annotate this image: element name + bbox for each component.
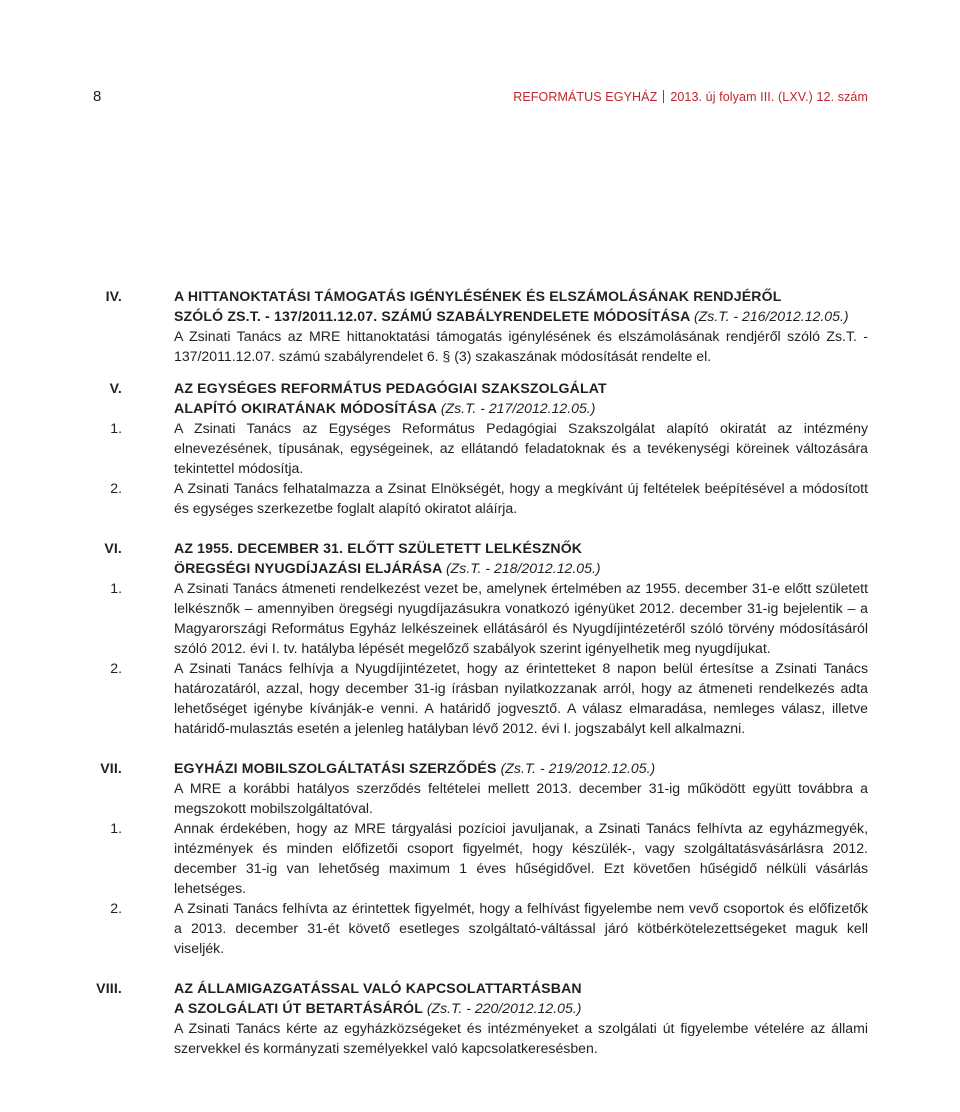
section-viii [0, 978, 960, 1058]
item-number: 1. [110, 420, 122, 436]
header-separator [663, 90, 664, 103]
section-number: V. [109, 380, 122, 396]
section-body: A Zsinati Tanács az MRE hittanoktatási támogatás igénylésének és elszámolásának rendjéről szóló Zs.T. - 137/2011.12.07. számú szabályrendelet 6. § (3) szakaszának módosítását rendelte el. [174, 328, 868, 364]
item-number: 1. [110, 820, 122, 836]
item-number: 1. [110, 580, 122, 596]
issue-info: 2013. új folyam III. (LXV.) 12. szám [670, 90, 868, 104]
page-header [0, 88, 960, 112]
section-title [0, 978, 960, 1018]
item-text: A Zsinati Tanács felhívja a Nyugdíjintézetet, hogy az érintetteket 8 napon belül értesítse a Zsinati Tanács határozatáról, azzal, hogy december 31-ig írásban nyilatkozzanak arról, hogy az átmeneti rendelkezés adta lehetőséget igénybe kívánják-e venni. A határidő jogvesztő. A válasz elmaradása, nemleges válasz, illetve határidő-mulasztás esetén a jelenleg hatályban lévő 2012. évi I. jogszabályt kell alkalmazni. [174, 660, 868, 736]
section-vii [0, 758, 960, 958]
resolution-ref: (Zs.T. - 217/2012.12.05.) [440, 400, 596, 416]
item-number: 2. [110, 480, 122, 496]
list-item [0, 478, 960, 518]
journal-name: REFORMÁTUS EGYHÁZ [513, 90, 658, 104]
item-text: Annak érdekében, hogy az MRE tárgyalási pozícioi javuljanak, a Zsinati Tanács felhívta az egyházmegyék, intézmények és minden előfizetői csoport figyelmét, hogy készülék-, vagy szolgáltatásvásárlásra 2012. december 31-ig van lehetőség maximum 1 éves hűségidővel. Ezt követően hűségidő nélküli vásárlás lehetséges. [174, 820, 868, 896]
title-line-1: EGYHÁZI MOBILSZOLGÁLTATÁSI SZERZŐDÉS [174, 760, 497, 776]
section-vi [0, 538, 960, 738]
resolution-ref: (Zs.T. - 216/2012.12.05.) [693, 308, 849, 324]
item-number: 2. [110, 660, 122, 676]
list-item [0, 658, 960, 738]
title-line-2: A SZOLGÁLATI ÚT BETARTÁSÁRÓL [174, 1000, 423, 1016]
item-text: A Zsinati Tanács átmeneti rendelkezést vezet be, amelynek értelmében az 1955. december 31-e előtt született lelkésznők – amennyiben öregségi nyugdíjazásukra vonatkozó igényüket 2012. december 31-ig bejelentik – a Magyarországi Református Egyház lelkészeinek ellátásáról és Nyugdíjintézetéről szóló törvény módosításáról szóló 2012. évi I. tv. hatályba lépését megelőző szabályok szerint igényelhetik meg nyugdíjukat. [174, 580, 868, 656]
list-item [0, 418, 960, 478]
title-line-1: AZ EGYSÉGES REFORMÁTUS PEDAGÓGIAI SZAKSZOLGÁLAT [174, 380, 607, 396]
list-item [0, 818, 960, 898]
item-number: 2. [110, 900, 122, 916]
resolution-ref: (Zs.T. - 219/2012.12.05.) [500, 760, 656, 776]
title-line-2: SZÓLÓ ZS.T. - 137/2011.12.07. SZÁMÚ SZABÁLYRENDELETE MÓDOSÍTÁSA [174, 308, 690, 324]
section-title [0, 538, 960, 578]
list-item [0, 578, 960, 658]
item-text: A Zsinati Tanács felhívta az érintettek figyelmét, hogy a felhívást figyelembe nem vevő csoportok és előfizetők a 2013. december 31-ét követő esetleges szolgáltató-váltással járó kötbérkötelezettségeket maguk kell viseljék. [174, 900, 868, 956]
resolution-ref: (Zs.T. - 218/2012.12.05.) [445, 560, 601, 576]
section-title [0, 378, 960, 418]
running-head [513, 90, 868, 104]
section-number: IV. [105, 288, 122, 304]
section-title [0, 758, 960, 778]
section-title [0, 286, 960, 326]
title-line-2: ALAPÍTÓ OKIRATÁNAK MÓDOSÍTÁSA [174, 400, 437, 416]
section-number: VIII. [96, 980, 122, 996]
section-intro: A MRE a korábbi hatályos szerződés feltételei mellett 2013. december 31-ig működött együtt továbbra a megszokott mobilszolgáltatóval. [174, 780, 868, 816]
title-line-2: ÖREGSÉGI NYUGDÍJAZÁSI ELJÁRÁSA [174, 560, 442, 576]
page-number: 8 [93, 88, 102, 105]
title-line-1: AZ ÁLLAMIGAZGATÁSSAL VALÓ KAPCSOLATTARTÁSBAN [174, 980, 582, 996]
section-iv [0, 286, 960, 366]
section-number: VII. [100, 760, 122, 776]
section-number: VI. [104, 540, 122, 556]
resolution-ref: (Zs.T. - 220/2012.12.05.) [426, 1000, 582, 1016]
title-line-1: A HITTANOKTATÁSI TÁMOGATÁS IGÉNYLÉSÉNEK ÉS ELSZÁMOLÁSÁNAK RENDJÉRŐL [174, 288, 782, 304]
list-item [0, 898, 960, 958]
item-text: A Zsinati Tanács felhatalmazza a Zsinat Elnökségét, hogy a megkívánt új feltételek beépítésével a módosított és egységes szerkezetbe foglalt alapító okiratot aláírja. [174, 480, 868, 516]
section-body: A Zsinati Tanács kérte az egyházközségeket és intézményeket a szolgálati út figyelembe vételére az állami szervekkel és kormányzati személyekkel való kapcsolatkeresésben. [174, 1020, 868, 1056]
title-line-1: AZ 1955. DECEMBER 31. ELŐTT SZÜLETETT LELKÉSZNŐK [174, 540, 583, 556]
item-text: A Zsinati Tanács az Egységes Református Pedagógiai Szakszolgálat alapító okiratát az intézmény elnevezésének, típusának, egységeinek, az ellátandó feladatoknak és a tevékenységi köreinek változására tekintettel módosítja. [174, 420, 868, 476]
article-body [0, 286, 960, 1058]
section-v [0, 378, 960, 518]
